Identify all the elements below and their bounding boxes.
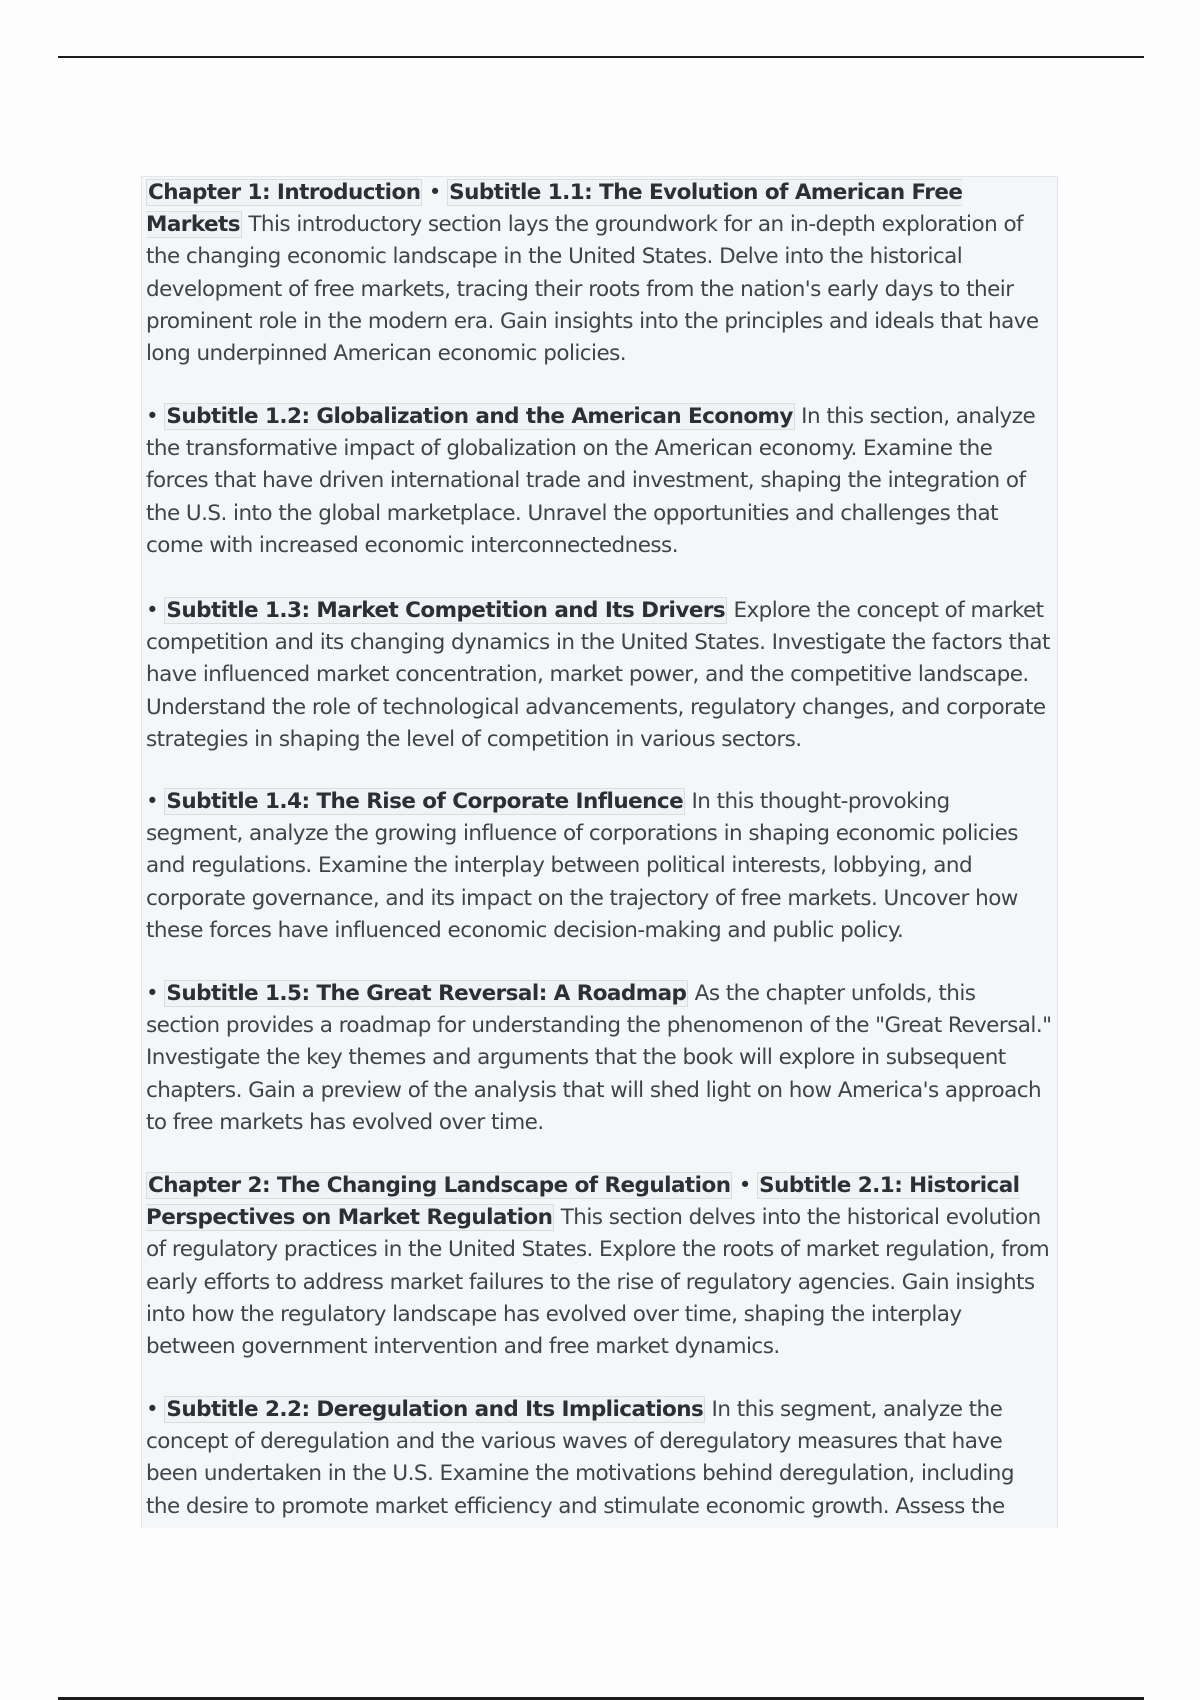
section-heading: Subtitle 1.1: The Evolution of American Free Markets bbox=[146, 180, 963, 238]
section-heading: Subtitle 2.1: Historical Perspectives on Market Regulation bbox=[146, 1173, 1020, 1231]
section-paragraph bbox=[146, 595, 1052, 756]
section-paragraph bbox=[146, 1170, 1052, 1363]
section-body-text: As the chapter unfolds, this section provides a roadmap for understanding the phenomenon of the "Great Reversal." Investigate the key themes and arguments that the book will explore in subsequent chapters. Gain a preview of the analysis that will shed light on how America's approach to free markets has evolved over time. bbox=[146, 981, 1052, 1135]
section-paragraph bbox=[146, 401, 1052, 562]
bullet-separator: • bbox=[732, 1173, 758, 1198]
section-paragraph bbox=[146, 1394, 1052, 1523]
section-paragraph bbox=[146, 978, 1052, 1139]
section-body-text: In this section, analyze the transformative impact of globalization on the American economy. Examine the forces that have driven international trade and investment, shaping the integration of the U.S. into the global marketplace. Unravel the opportunities and challenges that come with increased economic interconnectedness. bbox=[146, 404, 1036, 558]
section-heading: Subtitle 1.2: Globalization and the American Economy bbox=[166, 404, 793, 429]
document-content bbox=[141, 176, 1058, 1528]
section-heading: Subtitle 2.2: Deregulation and Its Implications bbox=[166, 1397, 704, 1422]
bullet-separator: • bbox=[146, 598, 165, 623]
section-heading: Chapter 2: The Changing Landscape of Regulation bbox=[148, 1173, 731, 1198]
section-body-text: This section delves into the historical evolution of regulatory practices in the United States. Explore the roots of market regulation, from early efforts to address market failures to the rise of regulatory agencies. Gain insights into how the regulatory landscape has evolved over time, shaping the interplay between government intervention and free market dynamics. bbox=[146, 1205, 1050, 1360]
section-heading: Subtitle 1.3: Market Competition and Its Drivers bbox=[166, 598, 726, 623]
bullet-separator: • bbox=[146, 789, 165, 814]
section-body-text: In this segment, analyze the concept of deregulation and the various waves of deregulatory measures that have been undertaken in the U.S. Examine the motivations behind deregulation, including the desire to promote market efficiency and stimulate economic growth. Assess the bbox=[146, 1397, 1014, 1519]
bullet-separator: • bbox=[146, 404, 165, 429]
section-heading: Subtitle 1.4: The Rise of Corporate Influence bbox=[166, 789, 684, 814]
section-body-text: Explore the concept of market competition and its changing dynamics in the United States. Investigate the factors that have influenced market concentration, market power, and the competitive landscape. Understand the role of technological advancements, regulatory changes, and corporate strategies in shaping the level of competition in various sectors. bbox=[146, 598, 1050, 752]
top-rule bbox=[58, 56, 1144, 58]
section-body-text: This introductory section lays the groundwork for an in-depth exploration of the changing economic landscape in the United States. Delve into the historical development of free markets, tracing their roots from the nation's early days to their prominent role in the modern era. Gain insights into the principles and ideals that have long underpinned American economic policies. bbox=[146, 212, 1039, 367]
section-body-text: In this thought-provoking segment, analyze the growing influence of corporations in shaping economic policies and regulations. Examine the interplay between political interests, lobbying, and corporate governance, and its impact on the trajectory of free markets. Uncover how these forces have influenced economic decision-making and public policy. bbox=[146, 789, 1018, 943]
bullet-separator: • bbox=[422, 180, 448, 205]
section-heading: Chapter 1: Introduction bbox=[148, 180, 421, 205]
section-paragraph bbox=[146, 786, 1052, 947]
section-heading: Subtitle 1.5: The Great Reversal: A Roadmap bbox=[166, 981, 687, 1006]
section-paragraph bbox=[146, 177, 1052, 370]
bullet-separator: • bbox=[146, 1397, 165, 1422]
bullet-separator: • bbox=[146, 981, 165, 1006]
